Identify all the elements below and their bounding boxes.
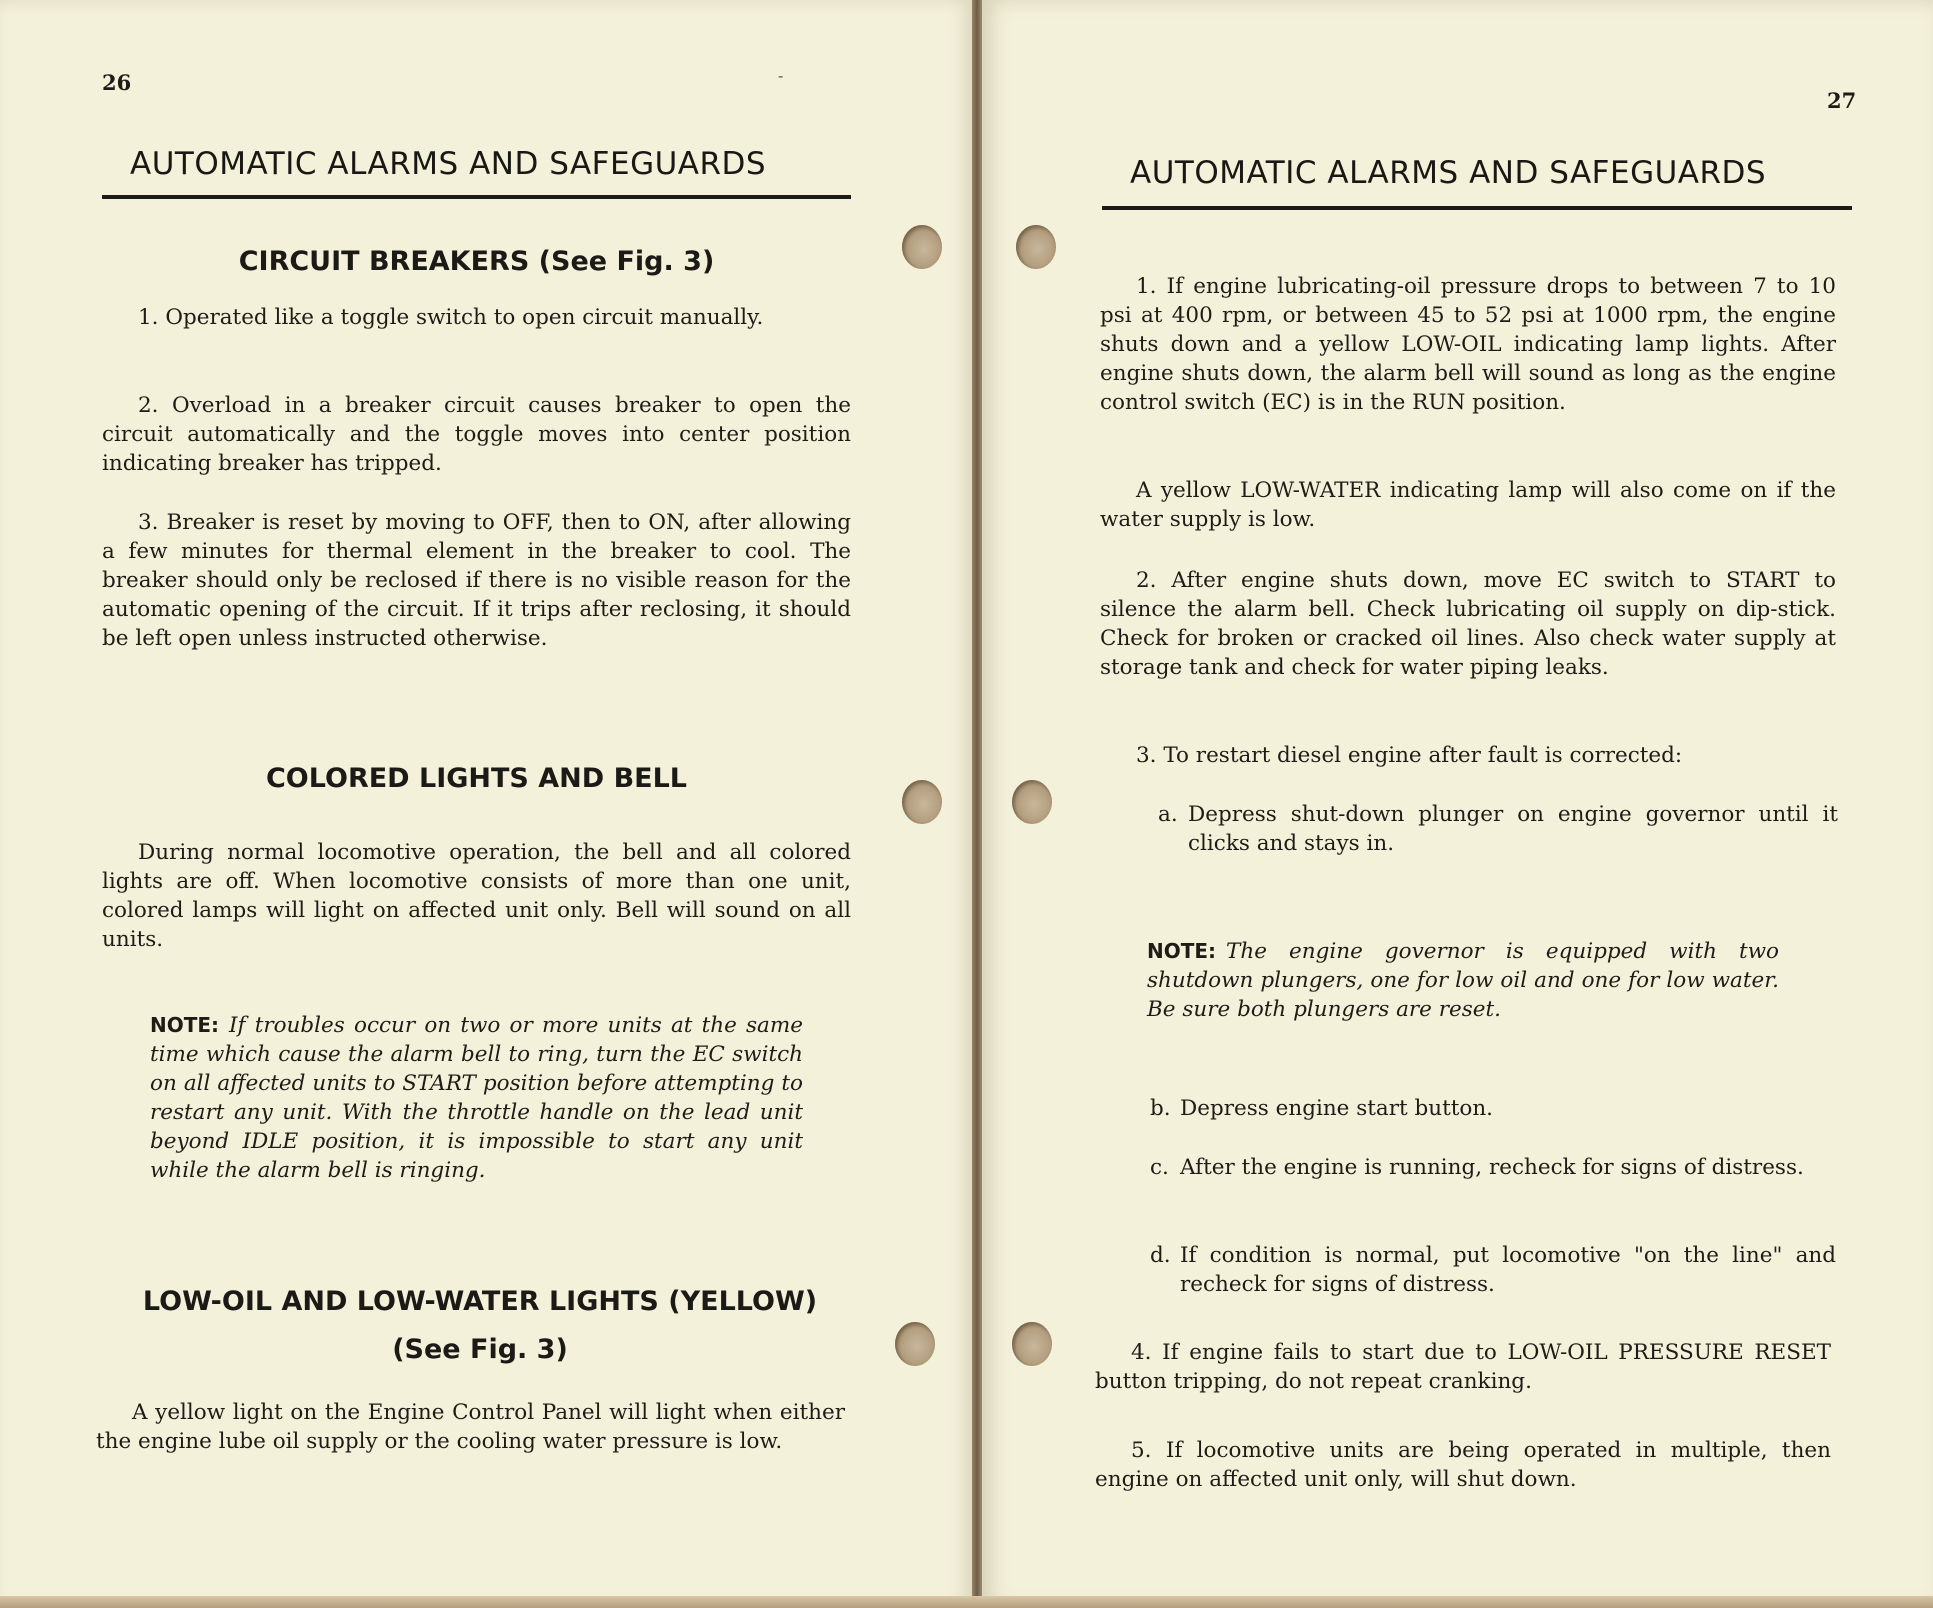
- binder-hole: [1012, 780, 1052, 824]
- section-heading-circuit-breakers: CIRCUIT BREAKERS (See Fig. 3): [238, 246, 715, 277]
- step-letter: d.: [1150, 1243, 1171, 1268]
- right-page: [982, 0, 1933, 1608]
- header-rule: [102, 195, 851, 199]
- page-number: 27: [1827, 88, 1857, 113]
- header-rule: [1102, 206, 1852, 210]
- right-item-1: 1. If engine lubricating-oil pressure drops to between 7 to 10 psi at 400 rpm, or between 45 to 52 psi at 1000 rpm, the engine shuts down and a yellow LOW-OIL indicating lamp lights. After engine shuts down, the alarm bell will sound as long as the engine control switch (EC) is in the RUN position.: [1100, 274, 1836, 415]
- running-head: AUTOMATIC ALARMS AND SAFEGUARDS: [130, 146, 767, 182]
- running-head: AUTOMATIC ALARMS AND SAFEGUARDS: [1130, 155, 1767, 191]
- restart-step: [1150, 1094, 1836, 1123]
- circuit-breaker-item-1: 1. Operated like a toggle switch to open circuit manually.: [138, 305, 764, 330]
- right-item-4: 4. If engine fails to start due to LOW-OIL PRESSURE RESET button tripping, do not repeat cranking.: [1095, 1340, 1831, 1394]
- right-item-5: 5. If locomotive units are being operated in multiple, then engine on affected unit only, will shut down.: [1095, 1438, 1831, 1492]
- step-text: Depress engine start button.: [1180, 1096, 1493, 1121]
- page-bottom-edge: [0, 1596, 1933, 1608]
- circuit-breaker-item-2: 2. Overload in a breaker circuit causes breaker to open the circuit automatically and the toggle moves into center position indicating breaker has tripped.: [102, 393, 851, 476]
- right-low-water-paragraph: A yellow LOW-WATER indicating lamp will also come on if the water supply is low.: [1100, 478, 1836, 532]
- restart-step: [1150, 1153, 1836, 1182]
- section-heading-colored-lights: COLORED LIGHTS AND BELL: [265, 763, 688, 794]
- note-label: NOTE:: [1147, 939, 1217, 963]
- note-text: If troubles occur on two or more units at the same time which cause the alarm bell to ring, turn the EC switch on all affected units to START position before attempting to restart any unit. With the throttle handle on the lead unit beyond IDLE position, it is impossible to start any unit while the alarm bell is ringing.: [150, 1013, 803, 1183]
- section-heading-low-oil-ref: (See Fig. 3): [392, 1334, 568, 1365]
- restart-step: [1150, 1241, 1836, 1299]
- note-block: [1147, 937, 1779, 1024]
- note-block: [150, 1011, 803, 1185]
- step-letter: a.: [1158, 802, 1178, 827]
- note-label: NOTE:: [150, 1013, 220, 1037]
- step-text: Depress shut-down plunger on engine governor until it clicks and stays in.: [1188, 802, 1838, 856]
- note-text: The engine governor is equipped with two shutdown plungers, one for low oil and one for low water. Be sure both plungers are reset.: [1147, 939, 1779, 1022]
- page-number: 26: [102, 70, 132, 95]
- step-letter: c.: [1150, 1155, 1169, 1180]
- right-item-2: 2. After engine shuts down, move EC switch to START to silence the alarm bell. Check lubricating oil supply on dip-stick. Check for broken or cracked oil lines. Also check water supply at storage tank and check for water piping leaks.: [1100, 568, 1836, 680]
- book-gutter: [972, 0, 982, 1608]
- right-item-3: 3. To restart diesel engine after fault is corrected:: [1136, 743, 1683, 768]
- low-oil-paragraph: A yellow light on the Engine Control Panel will light when either the engine lube oil supply or the cooling water pressure is low.: [96, 1400, 845, 1454]
- binder-hole: [902, 780, 942, 824]
- step-letter: b.: [1150, 1096, 1171, 1121]
- step-text: If condition is normal, put locomotive "on the line" and recheck for signs of distress.: [1180, 1243, 1836, 1297]
- circuit-breaker-item-3: 3. Breaker is reset by moving to OFF, then to ON, after allowing a few minutes for thermal element in the breaker to cool. The breaker should only be reclosed if there is no visible reason for the automatic opening of the circuit. If it trips after reclosing, it should be left open unless instructed otherwise.: [102, 510, 851, 651]
- binder-hole: [1016, 225, 1056, 269]
- restart-step: [1158, 800, 1838, 858]
- page-speck: -: [778, 66, 784, 85]
- binder-hole: [1012, 1322, 1052, 1366]
- colored-lights-paragraph: During normal locomotive operation, the bell and all colored lights are off. When locomotive consists of more than one unit, colored lamps will light on affected unit only. Bell will sound on all units.: [102, 840, 851, 952]
- section-heading-low-oil: LOW-OIL AND LOW-WATER LIGHTS (YELLOW): [142, 1286, 818, 1317]
- binder-hole: [895, 1322, 935, 1366]
- step-text: After the engine is running, recheck for signs of distress.: [1180, 1155, 1804, 1180]
- binder-hole: [902, 225, 942, 269]
